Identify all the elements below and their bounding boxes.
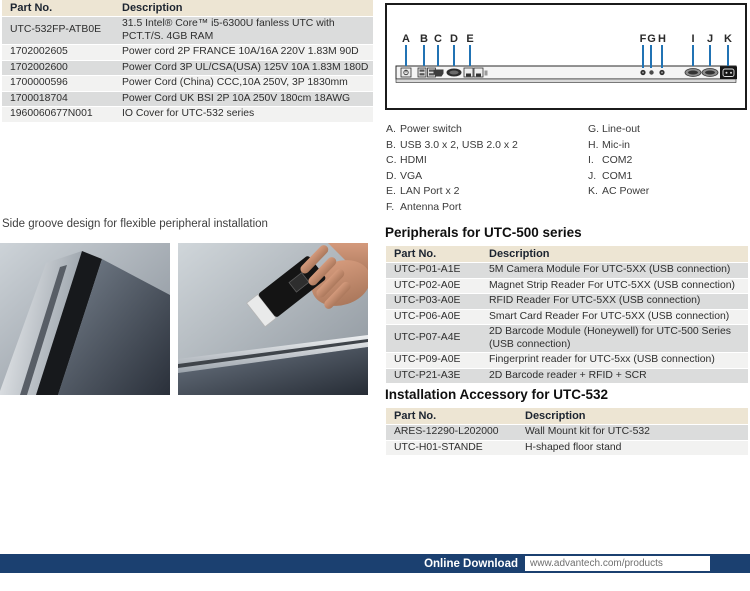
table-row bbox=[2, 76, 373, 92]
table-cell: UTC-P09-A0E bbox=[386, 353, 481, 369]
table-row bbox=[386, 294, 748, 310]
table-header-cell: Description bbox=[517, 408, 748, 425]
ac-power-inlet-icon bbox=[720, 67, 737, 80]
download-url[interactable]: www.advantech.com/products bbox=[530, 558, 663, 569]
legend-item bbox=[386, 153, 518, 169]
table-row bbox=[2, 45, 373, 61]
table-row bbox=[386, 309, 748, 325]
table-cell: IO Cover for UTC-532 series bbox=[114, 107, 373, 123]
legend-item bbox=[386, 184, 518, 200]
table-cell: 31.5 Intel® Core™ i5-6300U fanless UTC with PCT.T/S. 4GB RAM bbox=[114, 17, 373, 45]
table-header-cell: Part No. bbox=[386, 408, 517, 425]
table-body bbox=[2, 17, 373, 123]
legend-item bbox=[588, 184, 649, 200]
legend-key: A . bbox=[386, 122, 400, 138]
ordering-info-table bbox=[2, 0, 373, 123]
vga-port-icon bbox=[447, 69, 462, 77]
legend-key: F . bbox=[386, 200, 400, 216]
legend-key: G . bbox=[588, 122, 602, 138]
power-switch-port-icon bbox=[401, 68, 411, 77]
online-download-label: Online Download bbox=[424, 557, 518, 570]
download-url-box[interactable] bbox=[525, 556, 710, 571]
legend-label: Power switch bbox=[400, 123, 462, 135]
table-head bbox=[386, 408, 748, 425]
legend-key: I . bbox=[588, 153, 602, 169]
peripherals-title: Peripherals for UTC-500 series bbox=[385, 225, 582, 240]
port-letter-d: D bbox=[450, 33, 458, 45]
table-row bbox=[386, 325, 748, 353]
table-head bbox=[386, 246, 748, 263]
side-groove-photo-left bbox=[0, 243, 170, 395]
legend-label: AC Power bbox=[602, 185, 650, 197]
table-header-cell: Description bbox=[481, 246, 748, 263]
table-row bbox=[386, 440, 748, 456]
mic-in-jack-icon bbox=[659, 70, 664, 75]
io-legend-right bbox=[588, 122, 649, 200]
port-letter-g: G bbox=[647, 33, 656, 45]
installation-table bbox=[386, 408, 748, 456]
table-cell: Power cord 2P FRANCE 10A/16A 220V 1.83M 90D bbox=[114, 45, 373, 61]
table-head bbox=[2, 0, 373, 17]
table-header-cell: Part No. bbox=[386, 246, 481, 263]
side-groove-caption: Side groove design for flexible peripheral installation bbox=[2, 218, 268, 230]
com1-port-icon bbox=[702, 69, 718, 77]
table-header-cell: Description bbox=[114, 0, 373, 17]
table-cell: UTC-532FP-ATB0E bbox=[2, 17, 114, 45]
table-cell: UTC-P06-A0E bbox=[386, 309, 481, 325]
table-cell: UTC-H01-STANDE bbox=[386, 440, 517, 456]
table-cell: Fingerprint reader for UTC-5xx (USB connection) bbox=[481, 353, 748, 369]
table-row bbox=[386, 368, 748, 384]
legend-label: Mic-in bbox=[602, 138, 630, 151]
footer-bar bbox=[0, 554, 750, 573]
table-cell: UTC-P21-A3E bbox=[386, 368, 481, 384]
table-cell: 5M Camera Module For UTC-5XX (USB connection) bbox=[481, 263, 748, 279]
table-cell: 1960060677N001 bbox=[2, 107, 114, 123]
side-groove-photo-right bbox=[178, 243, 368, 395]
legend-key: H . bbox=[588, 138, 602, 154]
table-cell: UTC-P03-A0E bbox=[386, 294, 481, 310]
legend-label: Line-out bbox=[602, 123, 640, 135]
legend-key: D . bbox=[386, 169, 400, 185]
legend-label: HDMI bbox=[400, 154, 427, 166]
table-header-row bbox=[2, 0, 373, 17]
port-letter-e: E bbox=[466, 33, 474, 45]
legend-label: Antenna Port bbox=[400, 200, 462, 213]
table-cell: 2D Barcode Module (Honeywell) for UTC-500 Series (USB connection) bbox=[481, 325, 748, 353]
legend-key: B . bbox=[386, 138, 400, 154]
legend-item bbox=[588, 169, 649, 185]
rear-panel-strip bbox=[396, 66, 736, 83]
rear-panel-drawing bbox=[387, 5, 745, 108]
table-cell: 1702002605 bbox=[2, 45, 114, 61]
table-cell: UTC-P07-A4E bbox=[386, 325, 481, 353]
port-letter-i: I bbox=[691, 33, 695, 45]
table-row bbox=[2, 60, 373, 76]
table-row bbox=[2, 107, 373, 123]
legend-item bbox=[588, 122, 649, 138]
table-cell: UTC-P01-A1E bbox=[386, 263, 481, 279]
com2-port-icon bbox=[685, 69, 701, 77]
table-cell: 1702002600 bbox=[2, 60, 114, 76]
legend-label: VGA bbox=[400, 169, 423, 182]
table-header-row bbox=[386, 246, 748, 263]
legend-label: COM1 bbox=[602, 169, 633, 182]
table-row bbox=[2, 91, 373, 107]
table-row bbox=[386, 425, 748, 441]
port-letter-a: A bbox=[402, 33, 410, 45]
table-body bbox=[386, 263, 748, 384]
legend-label: LAN Port x 2 bbox=[400, 185, 460, 197]
table-cell: 1700000596 bbox=[2, 76, 114, 92]
table-cell: Power Cord 3P UL/CSA(USA) 125V 10A 1.83M 180D bbox=[114, 60, 373, 76]
port-letter-c: C bbox=[434, 33, 442, 45]
legend-key: K . bbox=[588, 184, 602, 200]
table-cell: Power Cord (China) CCC,10A 250V, 3P 1830mm bbox=[114, 76, 373, 92]
line-out-jack-icon bbox=[649, 70, 653, 74]
table-cell: UTC-P02-A0E bbox=[386, 278, 481, 294]
hdmi-port-icon bbox=[434, 70, 444, 77]
table-cell: Smart Card Reader For UTC-5XX (USB connection) bbox=[481, 309, 748, 325]
rear-io-diagram bbox=[385, 3, 747, 110]
table-body bbox=[386, 425, 748, 456]
table-header-row bbox=[386, 408, 748, 425]
port-letter-h: H bbox=[658, 33, 666, 45]
legend-key: E . bbox=[386, 184, 400, 200]
legend-item bbox=[588, 138, 649, 154]
legend-label: USB 3.0 x 2, USB 2.0 x 2 bbox=[400, 138, 518, 151]
table-cell: Wall Mount kit for UTC-532 bbox=[517, 425, 748, 441]
table-cell: RFID Reader For UTC-5XX (USB connection) bbox=[481, 294, 748, 310]
table-row bbox=[386, 278, 748, 294]
port-letter-k: K bbox=[724, 33, 732, 45]
table-cell: Magnet Strip Reader For UTC-5XX (USB connection) bbox=[481, 278, 748, 294]
legend-key: J . bbox=[588, 169, 602, 185]
legend-item bbox=[386, 122, 518, 138]
table-cell: 1700018704 bbox=[2, 91, 114, 107]
port-letter-j: J bbox=[706, 33, 714, 45]
table-cell: 2D Barcode reader + RFID + SCR bbox=[481, 368, 748, 384]
port-letter-f: F bbox=[639, 33, 647, 45]
legend-item bbox=[386, 138, 518, 154]
table-row bbox=[386, 263, 748, 279]
installation-title: Installation Accessory for UTC-532 bbox=[385, 387, 609, 402]
leader-lines bbox=[406, 45, 728, 68]
table-cell: H-shaped floor stand bbox=[517, 440, 748, 456]
table-cell: ARES-12290-L202000 bbox=[386, 425, 517, 441]
legend-item bbox=[386, 200, 518, 216]
table-cell: Power Cord UK BSI 2P 10A 250V 180cm 18AWG bbox=[114, 91, 373, 107]
legend-label: COM2 bbox=[602, 154, 633, 166]
legend-key: C . bbox=[386, 153, 400, 169]
io-legend-left bbox=[386, 122, 518, 215]
legend-item bbox=[386, 169, 518, 185]
table-row bbox=[2, 17, 373, 45]
table-header-cell: Part No. bbox=[2, 0, 114, 17]
legend-item bbox=[588, 153, 649, 169]
table-row bbox=[386, 353, 748, 369]
peripherals-table bbox=[386, 246, 748, 384]
antenna-port-icon bbox=[640, 70, 645, 75]
port-letter-b: B bbox=[420, 33, 428, 45]
